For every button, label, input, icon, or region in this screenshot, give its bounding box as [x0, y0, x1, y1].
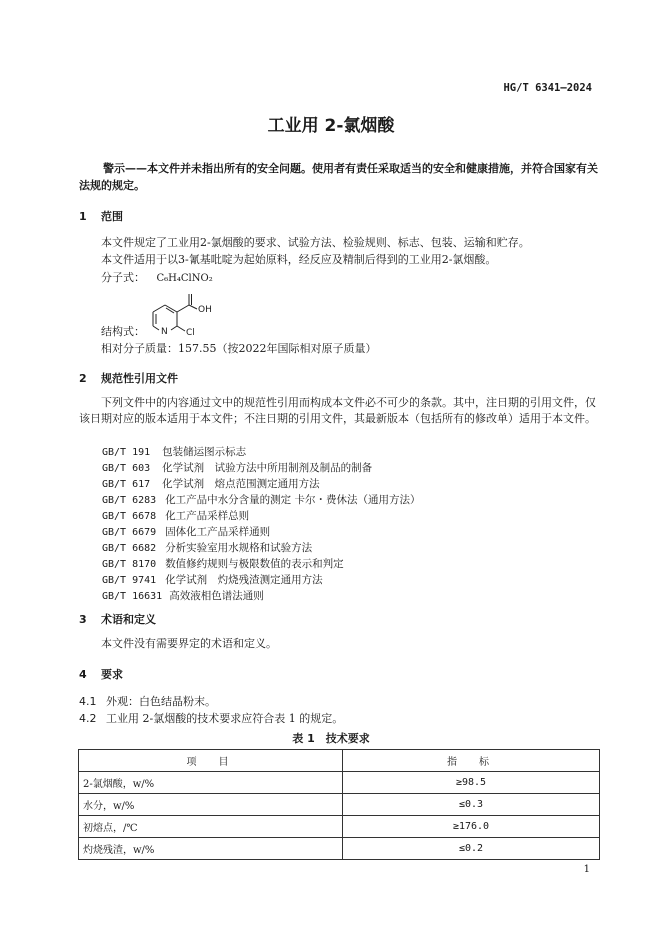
row-value: ≤0.2: [343, 838, 600, 860]
row-item: 2-氯烟酸，w/%: [79, 772, 343, 794]
section-title: 要求: [101, 668, 123, 681]
reference-title: 高效液相色谱法通则: [169, 590, 264, 602]
reference-code: GB/T 191: [102, 447, 151, 458]
clause-text: 工业用 2-氯烟酸的技术要求应符合表 1 的规定。: [106, 712, 344, 725]
structure-label: 结构式：: [101, 325, 145, 338]
ring-double-bond: [166, 308, 174, 313]
reference-item: [102, 492, 421, 507]
structural-formula: [140, 292, 220, 342]
header-spec: 指 标: [343, 750, 600, 772]
page-title: 工业用 2-氯烟酸: [267, 116, 395, 136]
reference-title: 化学试剂 灼烧残渣测定通用方法: [165, 574, 323, 586]
section-1-paragraph: 本文件规定了工业用2-氯烟酸的要求、试验方法、检验规则、标志、包装、运输和贮存。: [101, 236, 530, 249]
reference-code: GB/T 9741: [102, 575, 157, 586]
row-value: ≤0.3: [343, 794, 600, 816]
table-row: [79, 816, 600, 838]
section-number: 1: [79, 210, 87, 223]
section-title: 术语和定义: [101, 613, 156, 626]
molecular-mass: 相对分子质量：157.55（按2022年国际相对原子质量）: [101, 342, 377, 355]
section-3-heading: [79, 611, 156, 627]
reference-title: 固体化工产品采样通则: [165, 526, 271, 538]
reference-item: [102, 444, 246, 459]
warning-paragraph: 警示——本文件并未指出所有的安全问题。使用者有责任采取适当的安全和健康措施，并符合国家有关法规的规定。: [79, 162, 598, 192]
section-3-text: 本文件没有需要界定的术语和定义。: [101, 637, 277, 650]
row-value: ≥176.0: [343, 816, 600, 838]
structure-n: N: [161, 327, 168, 337]
section-1-heading: [79, 208, 123, 224]
section-4-heading: [79, 666, 123, 682]
clause-number: 4.2: [79, 712, 97, 725]
section-number: 4: [79, 668, 87, 681]
reference-code: GB/T 6682: [102, 543, 157, 554]
molecular-formula: [101, 269, 213, 285]
header-item: 项 目: [79, 750, 343, 772]
reference-item: [102, 588, 264, 603]
reference-title: 化学试剂 试验方法中所用制剂及制品的制备: [162, 462, 373, 474]
section-2-heading: [79, 370, 178, 386]
section-title: 范围: [101, 210, 123, 223]
section-number: 3: [79, 613, 87, 626]
clause-number: 4.1: [79, 695, 97, 708]
reference-title: 数值修约规则与极限数值的表示和判定: [165, 558, 344, 570]
carboxyl-bond: [177, 305, 189, 312]
reference-title: 分析实验室用水规格和试验方法: [165, 542, 313, 554]
reference-item: [102, 540, 312, 555]
ring-bond: [153, 326, 159, 330]
section-number: 2: [79, 372, 87, 385]
structure-cl: Cl: [186, 328, 195, 338]
reference-title: 包装储运图示标志: [162, 446, 247, 458]
reference-item: [102, 476, 320, 491]
section-title: 规范性引用文件: [101, 372, 178, 385]
section-2-intro: 下列文件中的内容通过文中的规范性引用而构成本文件必不可少的条款。其中，注日期的引用文件，仅该日期对应的版本适用于本文件；不注日期的引用文件，其最新版本（包括所有的修改单）适用于本文件。: [79, 396, 596, 425]
formula-label: 分子式：: [101, 271, 145, 284]
reference-code: GB/T 8170: [102, 559, 157, 570]
reference-code: GB/T 6283: [102, 495, 157, 506]
row-value: ≥98.5: [343, 772, 600, 794]
table-row: [79, 772, 600, 794]
row-item: 水分，w/%: [79, 794, 343, 816]
ring-bond: [153, 305, 165, 312]
requirement-4-1: [79, 693, 216, 709]
reference-title: 化学试剂 熔点范围测定通用方法: [162, 478, 320, 490]
reference-item: [102, 556, 344, 571]
section-1-paragraph: 本文件适用于以3-氰基吡啶为起始原料，经反应及精制后得到的工业用2-氯烟酸。: [101, 253, 497, 266]
reference-item: [102, 524, 270, 539]
table-row: [79, 794, 600, 816]
formula-value: C₆H₄ClNO₂: [156, 273, 213, 284]
reference-item: [102, 460, 372, 475]
table-caption: 表 1 技术要求: [292, 732, 370, 745]
row-item: 初熔点，/℃: [79, 816, 343, 838]
hydroxyl-bond: [189, 305, 197, 309]
clause-text: 外观：白色结晶粉末。: [106, 695, 216, 708]
row-item: 灼烧残渣，w/%: [79, 838, 343, 860]
reference-code: GB/T 603: [102, 463, 151, 474]
structure-oh: OH: [198, 305, 212, 315]
chloro-bond: [177, 326, 185, 331]
reference-item: [102, 508, 249, 523]
standard-code: HG/T 6341—2024: [503, 82, 592, 94]
technical-requirements-table: [78, 749, 600, 860]
reference-code: GB/T 6679: [102, 527, 157, 538]
ring-bond: [171, 326, 177, 330]
requirement-4-2: [79, 710, 343, 726]
reference-code: GB/T 617: [102, 479, 151, 490]
reference-item: [102, 572, 323, 587]
table-row: [79, 838, 600, 860]
reference-title: 化工产品中水分含量的测定 卡尔・费休法（通用方法）: [165, 494, 421, 506]
reference-title: 化工产品采样总则: [165, 510, 250, 522]
reference-code: GB/T 16631: [102, 591, 163, 602]
table-header-row: [79, 750, 600, 772]
page-number: 1: [583, 864, 590, 875]
reference-code: GB/T 6678: [102, 511, 157, 522]
